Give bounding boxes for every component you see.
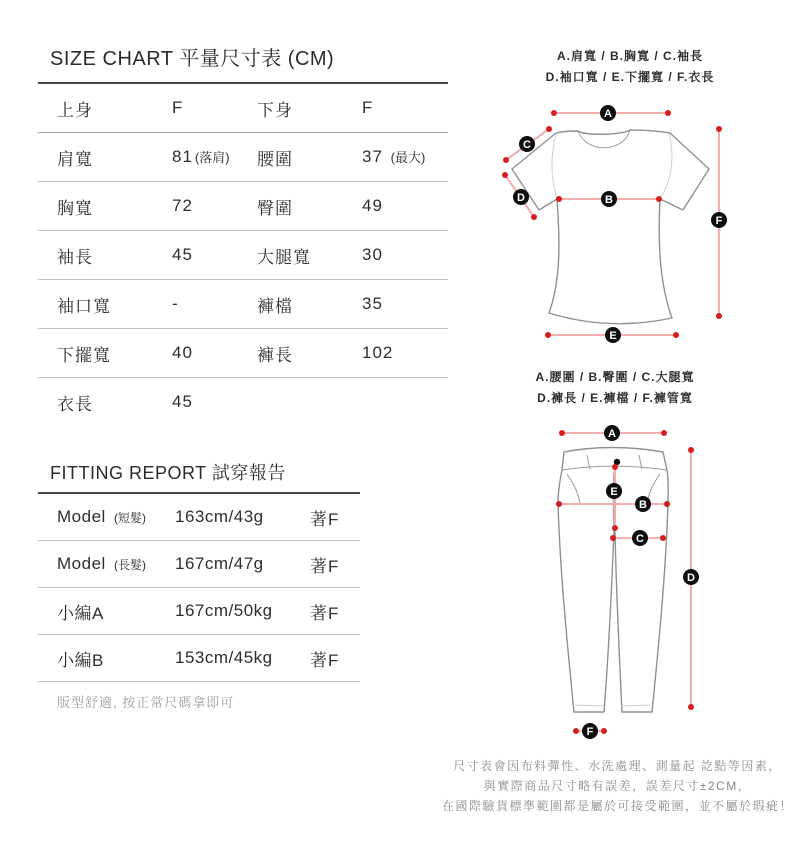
size-chart-table xyxy=(38,82,448,426)
measure-label: 肩寬 xyxy=(57,149,93,169)
fitting-report-title: FITTING REPORT 試穿報告 xyxy=(38,452,360,494)
tshirt-outline xyxy=(512,130,709,324)
shirt-label-d: D xyxy=(517,192,525,204)
pants-legend-line2: D.褲長 / E.褲檔 / F.褲管寬 xyxy=(537,391,693,405)
measure-label: 衣長 xyxy=(57,394,93,414)
table-row xyxy=(38,231,448,280)
pants-label-b: B xyxy=(639,499,647,511)
fitter-stats: 153cm/45kg xyxy=(175,648,273,667)
measure-note: (落肩) xyxy=(194,150,230,165)
table-row xyxy=(38,280,448,329)
measure-label: 褲檔 xyxy=(257,296,293,316)
pants-label-c: C xyxy=(636,533,644,545)
fitter-name: 小編A xyxy=(57,603,104,623)
measure-note: (最大) xyxy=(390,150,426,165)
pants-legend-line1: A.腰圍 / B.臀圍 / C.大腿寬 xyxy=(535,370,695,384)
fitter-size: 著F xyxy=(310,556,340,576)
header-upper-body: 上身 xyxy=(57,100,93,120)
measure-dot xyxy=(716,126,722,132)
measure-label: 袖口寬 xyxy=(57,296,111,316)
measure-label: 胸寬 xyxy=(57,198,93,218)
fitter-size: 著F xyxy=(310,650,340,670)
pants-measure-diagram xyxy=(500,420,800,750)
measure-value: 40 xyxy=(172,343,193,362)
table-row xyxy=(38,329,448,378)
measure-dot xyxy=(612,525,618,531)
measure-dot xyxy=(551,110,557,116)
fitter-note: (短髮) xyxy=(114,511,147,525)
disclaimer-line2: 與實際商品尺寸略有誤差，誤差尺寸±2CM， xyxy=(483,779,752,793)
measure-dot xyxy=(656,196,662,202)
header-lower-size: F xyxy=(362,98,374,117)
pants-label-e: E xyxy=(610,486,618,498)
fitter-size: 著F xyxy=(310,509,340,529)
measure-dot xyxy=(559,430,565,436)
fitting-row xyxy=(38,588,360,635)
measure-value: 49 xyxy=(362,196,383,215)
measure-dot xyxy=(661,430,667,436)
measure-value: - xyxy=(172,294,179,313)
table-row xyxy=(38,378,448,426)
size-chart-header-row xyxy=(38,84,448,133)
measure-dot xyxy=(503,157,509,163)
size-disclaimer xyxy=(425,756,800,816)
measure-dot xyxy=(665,110,671,116)
measure-label: 大腿寬 xyxy=(257,247,311,267)
fitting-row xyxy=(38,494,360,541)
table-row xyxy=(38,182,448,231)
fitter-name: Model (長髮) xyxy=(57,554,147,573)
fitting-row xyxy=(38,541,360,588)
measure-dot xyxy=(556,501,562,507)
measure-dot xyxy=(601,728,607,734)
size-chart-title: SIZE CHART 平量尺寸表 (CM) xyxy=(50,48,335,70)
measure-dot xyxy=(502,172,508,178)
fitter-size: 著F xyxy=(310,603,340,623)
measure-value: 72 xyxy=(172,196,193,215)
shirt-legend-line1: A.肩寬 / B.胸寬 / C.袖長 xyxy=(556,49,703,63)
measure-dot xyxy=(531,214,537,220)
fitter-stats: 167cm/47g xyxy=(175,554,264,573)
shirt-label-f: F xyxy=(715,215,723,227)
measure-dot xyxy=(612,464,618,470)
pants-label-d: D xyxy=(687,572,695,584)
table-row xyxy=(38,133,448,182)
header-upper-size: F xyxy=(172,98,184,117)
disclaimer-line1: 尺寸表會因布料彈性、水洗處理、測量起 訖點等因素， xyxy=(453,759,782,773)
measure-dot xyxy=(688,447,694,453)
shirt-measure-legend xyxy=(480,46,780,88)
measure-dot xyxy=(545,332,551,338)
measure-dot xyxy=(546,126,552,132)
shirt-label-e: E xyxy=(609,330,617,342)
shirt-legend-line2: D.袖口寬 / E.下擺寬 / F.衣長 xyxy=(545,70,715,84)
measure-dot xyxy=(573,728,579,734)
fitter-name: 小編B xyxy=(57,650,104,670)
measure-value: 37 (最大) xyxy=(362,147,426,166)
fitting-report-section xyxy=(38,452,360,711)
fitter-stats: 167cm/50kg xyxy=(175,601,273,620)
header-lower-body: 下身 xyxy=(257,100,293,120)
fitting-row xyxy=(38,635,360,682)
measure-label: 臀圍 xyxy=(257,198,293,218)
measure-dot xyxy=(556,196,562,202)
pants-label-a: A xyxy=(608,428,616,440)
fitter-note: (長髮) xyxy=(114,558,147,572)
disclaimer-line3: 在國際驗貨標準範圍都是屬於可接受範圍，並不屬於瑕疵！ xyxy=(441,799,793,813)
measure-dot xyxy=(716,313,722,319)
measure-label: 袖長 xyxy=(57,247,93,267)
shirt-label-b: B xyxy=(605,194,613,206)
fitting-footnote: 版型舒適, 按正常尺碼拿即可 xyxy=(57,695,235,710)
measure-value: 45 xyxy=(172,245,193,264)
measure-value: 45 xyxy=(172,392,193,411)
measure-value: 102 xyxy=(362,343,394,362)
measure-value: 30 xyxy=(362,245,383,264)
fitter-name: Model (短髮) xyxy=(57,507,147,526)
pants-label-f: F xyxy=(586,726,594,738)
shirt-label-c: C xyxy=(523,139,531,151)
measure-value: 81 (落肩) xyxy=(172,147,230,166)
measure-dot xyxy=(688,704,694,710)
measure-label: 下擺寬 xyxy=(57,345,111,365)
shirt-label-a: A xyxy=(604,108,612,120)
measure-dot xyxy=(610,535,616,541)
fitter-stats: 163cm/43g xyxy=(175,507,264,526)
measure-value: 35 xyxy=(362,294,383,313)
measure-label: 腰圍 xyxy=(257,149,293,169)
pants-measure-legend xyxy=(465,367,765,409)
tshirt-measure-diagram xyxy=(480,100,800,360)
measure-dot xyxy=(660,535,666,541)
measure-dot xyxy=(664,501,670,507)
measure-label: 褲長 xyxy=(257,345,293,365)
measure-dot xyxy=(673,332,679,338)
